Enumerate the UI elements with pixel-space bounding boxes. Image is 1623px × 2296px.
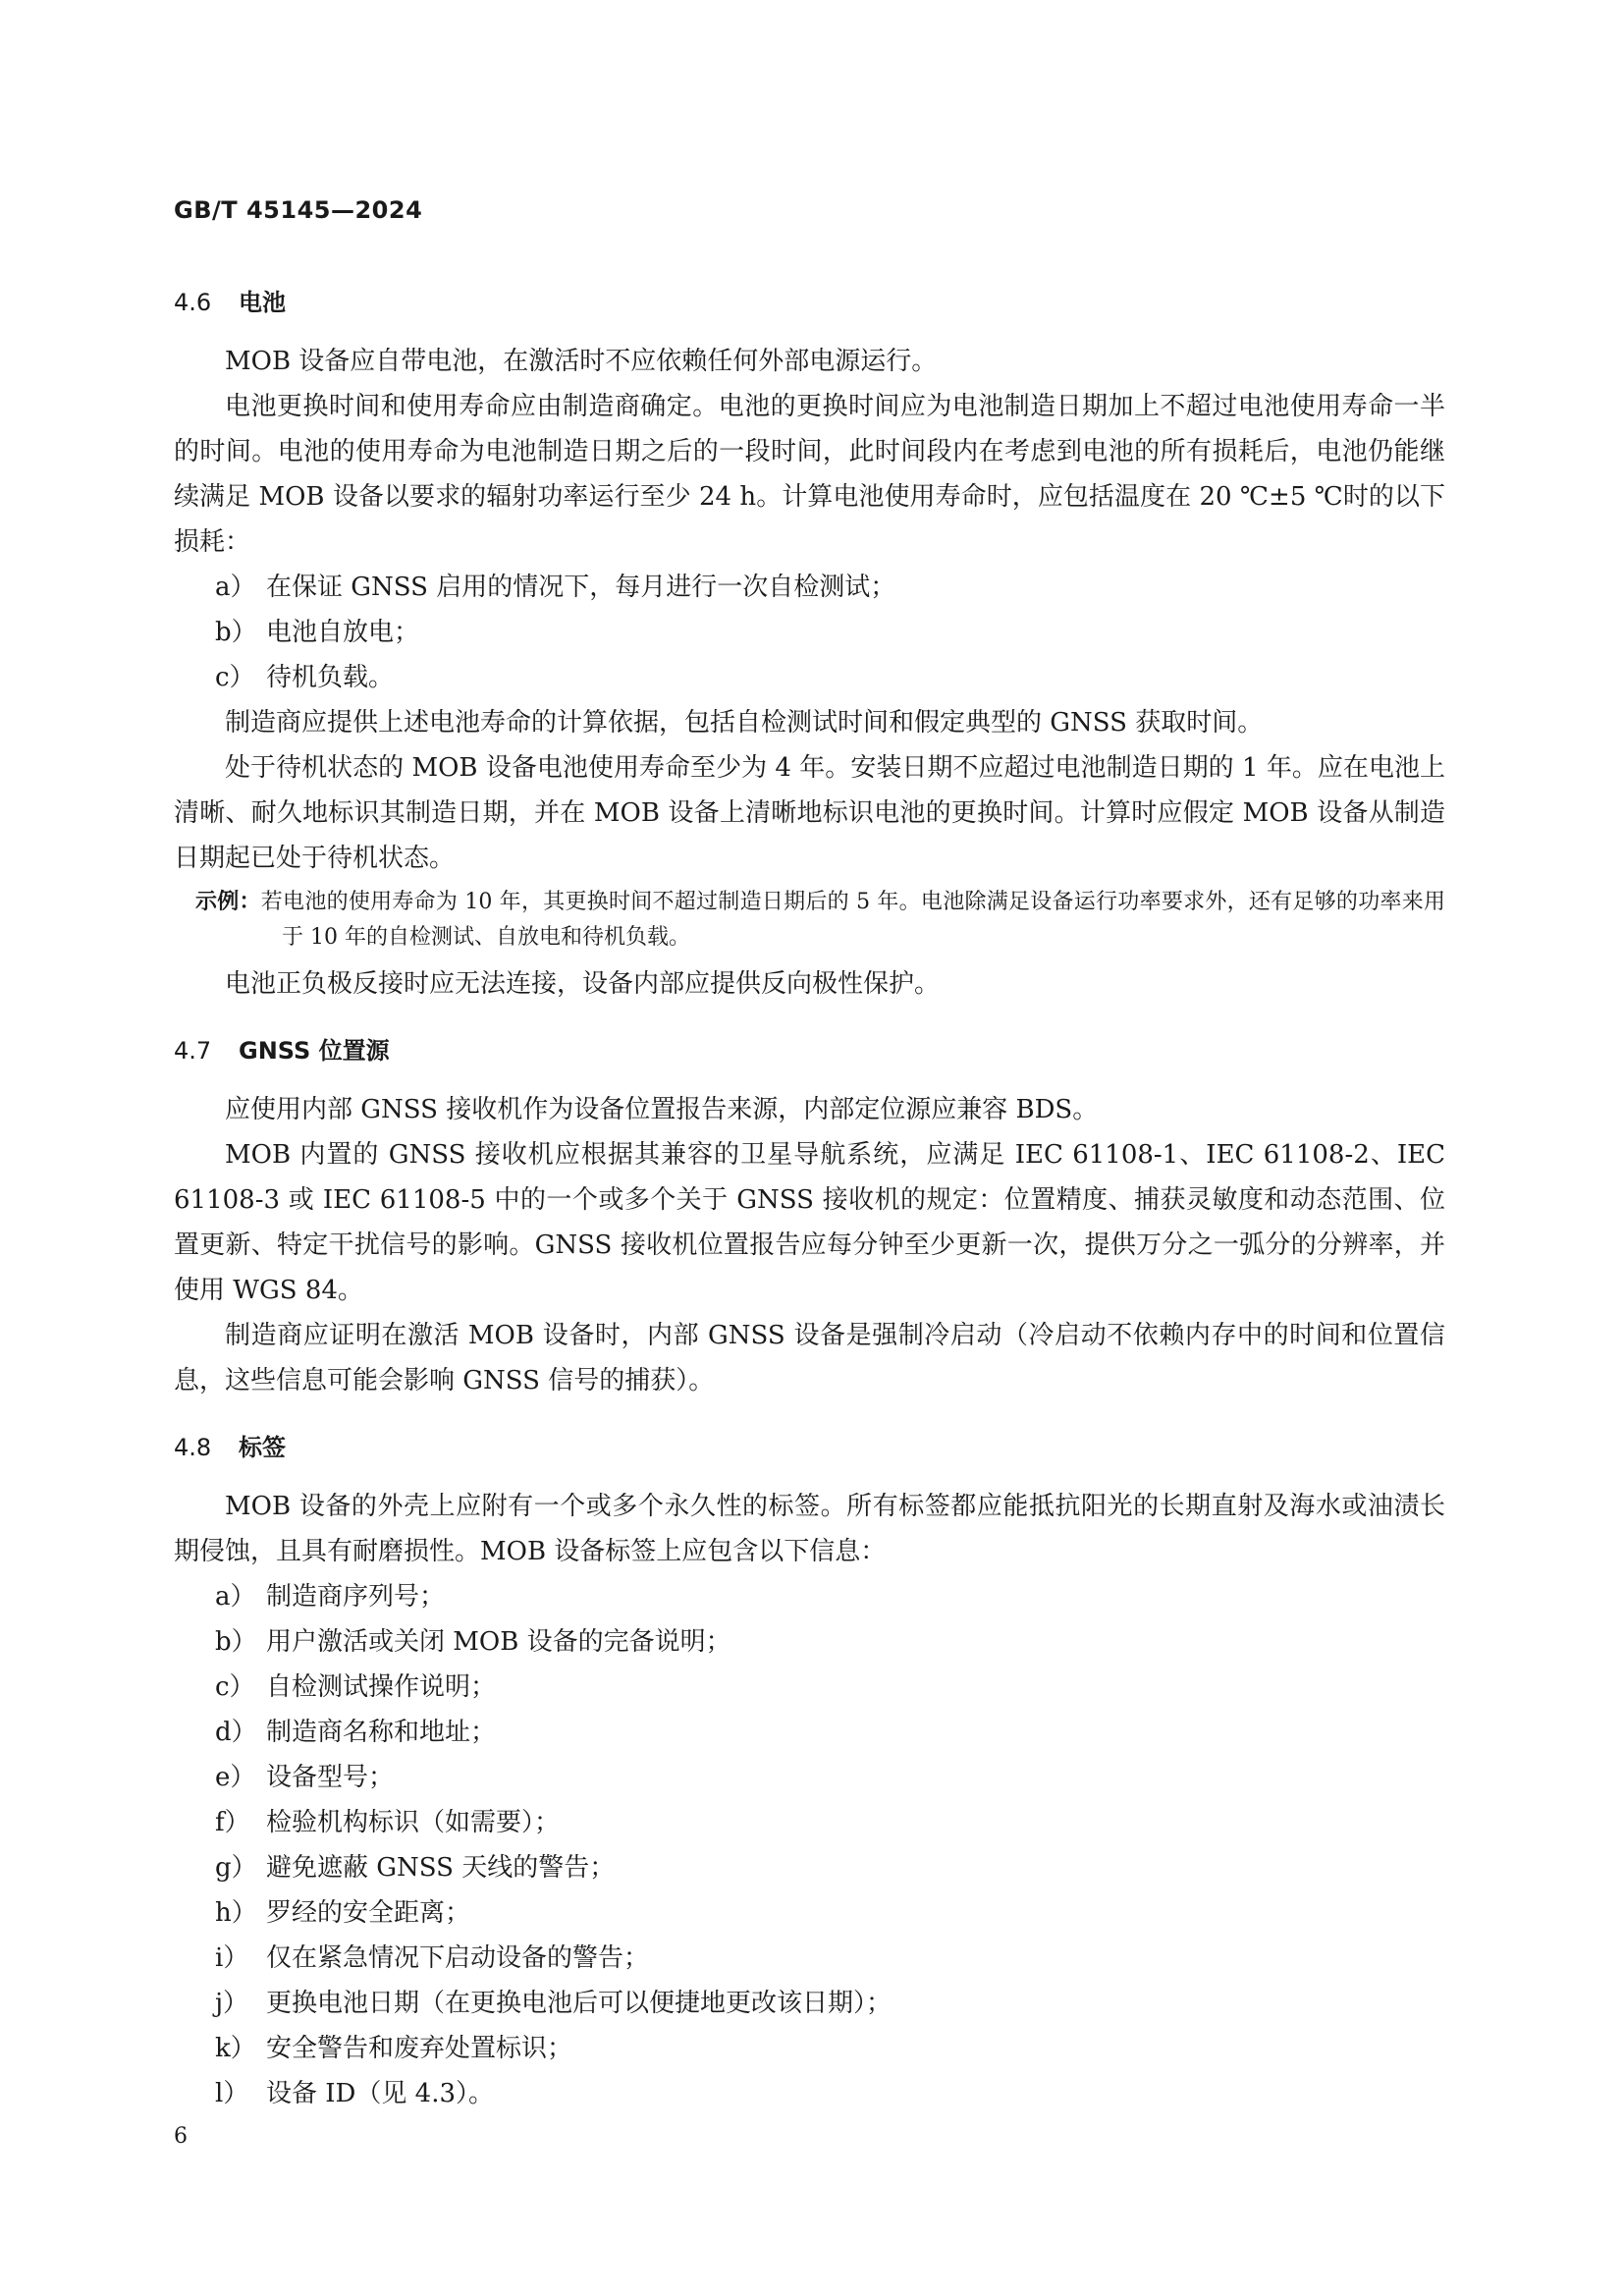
list-item-text: 检验机构标识（如需要）； [266, 1808, 561, 1837]
list-item-text: 避免遮蔽 GNSS 天线的警告； [266, 1853, 616, 1883]
paragraph: 电池正负极反接时应无法连接，设备内部应提供反向极性保护。 [225, 969, 941, 999]
list-item [215, 1755, 1445, 1800]
list-item-label: b） [215, 1627, 257, 1657]
section-title: 标签 [239, 1434, 286, 1461]
list-item [215, 1981, 1445, 2026]
list-item [215, 565, 1445, 610]
list-item-text: 制造商名称和地址； [266, 1718, 497, 1747]
list-item [215, 1845, 1445, 1890]
section-number: 4.7 [174, 1037, 212, 1065]
list-item-label: c） [215, 663, 255, 692]
list-item-text: 用户激活或关闭 MOB 设备的完备说明； [266, 1627, 731, 1657]
list-item [215, 1890, 1445, 1936]
list-item [215, 655, 1445, 700]
section-number: 4.6 [174, 289, 212, 316]
list-item [215, 1936, 1445, 1981]
list-item-label: j） [215, 1989, 249, 2018]
paragraph: MOB 内置的 GNSS 接收机应根据其兼容的卫星导航系统，应满足 IEC 61108-1、IEC 61108-2、IEC 61108-3 或 IEC 61108-5 中的一个或多个关于 GNSS 接收机的规定：位置精度、捕获灵敏度和动态范围、位置更新、特定干扰信号的影响。GNSS 接收机位置报告应每分钟至少更新一次，提供万分之一弧分的分辨率，并使用 WGS 84。 [174, 1140, 1445, 1305]
list-item-text: 更换电池日期（在更换电池后可以便捷地更改该日期）； [266, 1989, 893, 2018]
list-item-text: 罗经的安全距离； [266, 1898, 471, 1928]
paragraph: 电池更换时间和使用寿命应由制造商确定。电池的更换时间应为电池制造日期加上不超过电池使用寿命一半的时间。电池的使用寿命为电池制造日期之后的一段时间，此时间段内在考虑到电池的所有损耗后，电池仍能继续满足 MOB 设备以要求的辐射功率运行至少 24 h。计算电池使用寿命时，应包括温度在 20 ℃±5 ℃时的以下损耗： [174, 392, 1445, 557]
list-item-text: 仅在紧急情况下启动设备的警告； [266, 1943, 650, 1973]
list-item-text: 安全警告和废弃处置标识； [266, 2034, 573, 2063]
section-heading [174, 280, 1445, 325]
list-item-label: d） [215, 1718, 257, 1747]
standard-number-header: GB/T 45145—2024 [174, 196, 423, 224]
list-item-label: a） [215, 573, 256, 602]
list-item-label: e） [215, 1763, 256, 1792]
list-item-label: f） [215, 1808, 250, 1837]
list-item [215, 1665, 1445, 1710]
example-text: 若电池的使用寿命为 10 年，其更换时间不超过制造日期后的 5 年。电池除满足设备运行功率要求外，还有足够的功率来用于 10 年的自检测试、自放电和待机负载。 [260, 890, 1445, 950]
paragraph: MOB 设备应自带电池，在激活时不应依赖任何外部电源运行。 [225, 347, 938, 376]
list-item [215, 1710, 1445, 1755]
list-item-text: 待机负载。 [266, 663, 395, 692]
paragraph: 处于待机状态的 MOB 设备电池使用寿命至少为 4 年。安装日期不应超过电池制造日期的 1 年。应在电池上清晰、耐久地标识其制造日期，并在 MOB 设备上清晰地标识电池的更换时间。计算时应假定 MOB 设备从制造日期起已处于待机状态。 [174, 753, 1445, 873]
section-gap [174, 1007, 1445, 1028]
list-item [215, 1800, 1445, 1845]
list-item-text: 自检测试操作说明； [266, 1672, 497, 1702]
section-title: 电池 [239, 289, 286, 316]
list-item [215, 610, 1445, 655]
list-item-text: 电池自放电； [266, 618, 420, 647]
paragraph: 制造商应提供上述电池寿命的计算依据，包括自检测试时间和假定典型的 GNSS 获取时间。 [225, 708, 1264, 738]
section-heading [174, 1028, 1445, 1073]
paragraph: 制造商应证明在激活 MOB 设备时，内部 GNSS 设备是强制冷启动（冷启动不依赖内存中的时间和位置信息，这些信息可能会影响 GNSS 信号的捕获）。 [174, 1321, 1445, 1395]
document-body [174, 280, 1445, 2116]
example-note [174, 885, 1445, 956]
section-gap [174, 1403, 1445, 1425]
list-item [215, 1619, 1445, 1665]
list-item-text: 在保证 GNSS 启用的情况下，每月进行一次自检测试； [266, 573, 896, 602]
list-item-text: 设备 ID（见 4.3）。 [266, 2079, 494, 2108]
list-item-label: h） [215, 1898, 257, 1928]
list-item-label: b） [215, 618, 257, 647]
list-item-label: l） [215, 2079, 249, 2108]
page-number: 6 [174, 2124, 188, 2149]
list-item-label: a） [215, 1582, 256, 1612]
list-item [215, 2071, 1445, 2116]
list-item-label: i） [215, 1943, 249, 1973]
list-item [215, 1574, 1445, 1619]
section-heading [174, 1425, 1445, 1470]
list-item-label: c） [215, 1672, 255, 1702]
list-item-text: 制造商序列号； [266, 1582, 446, 1612]
list-item-label: k） [215, 2034, 256, 2063]
list-item-text: 设备型号； [266, 1763, 395, 1792]
section-title: GNSS 位置源 [239, 1037, 390, 1065]
section-number: 4.8 [174, 1434, 212, 1461]
list-item [215, 2026, 1445, 2071]
paragraph: 应使用内部 GNSS 接收机作为设备位置报告来源，内部定位源应兼容 BDS。 [225, 1095, 1099, 1124]
example-label: 示例： [195, 890, 261, 914]
paragraph: MOB 设备的外壳上应附有一个或多个永久性的标签。所有标签都应能抵抗阳光的长期直射及海水或油渍长期侵蚀，且具有耐磨损性。MOB 设备标签上应包含以下信息： [174, 1492, 1445, 1566]
list-item-label: g） [215, 1853, 257, 1883]
